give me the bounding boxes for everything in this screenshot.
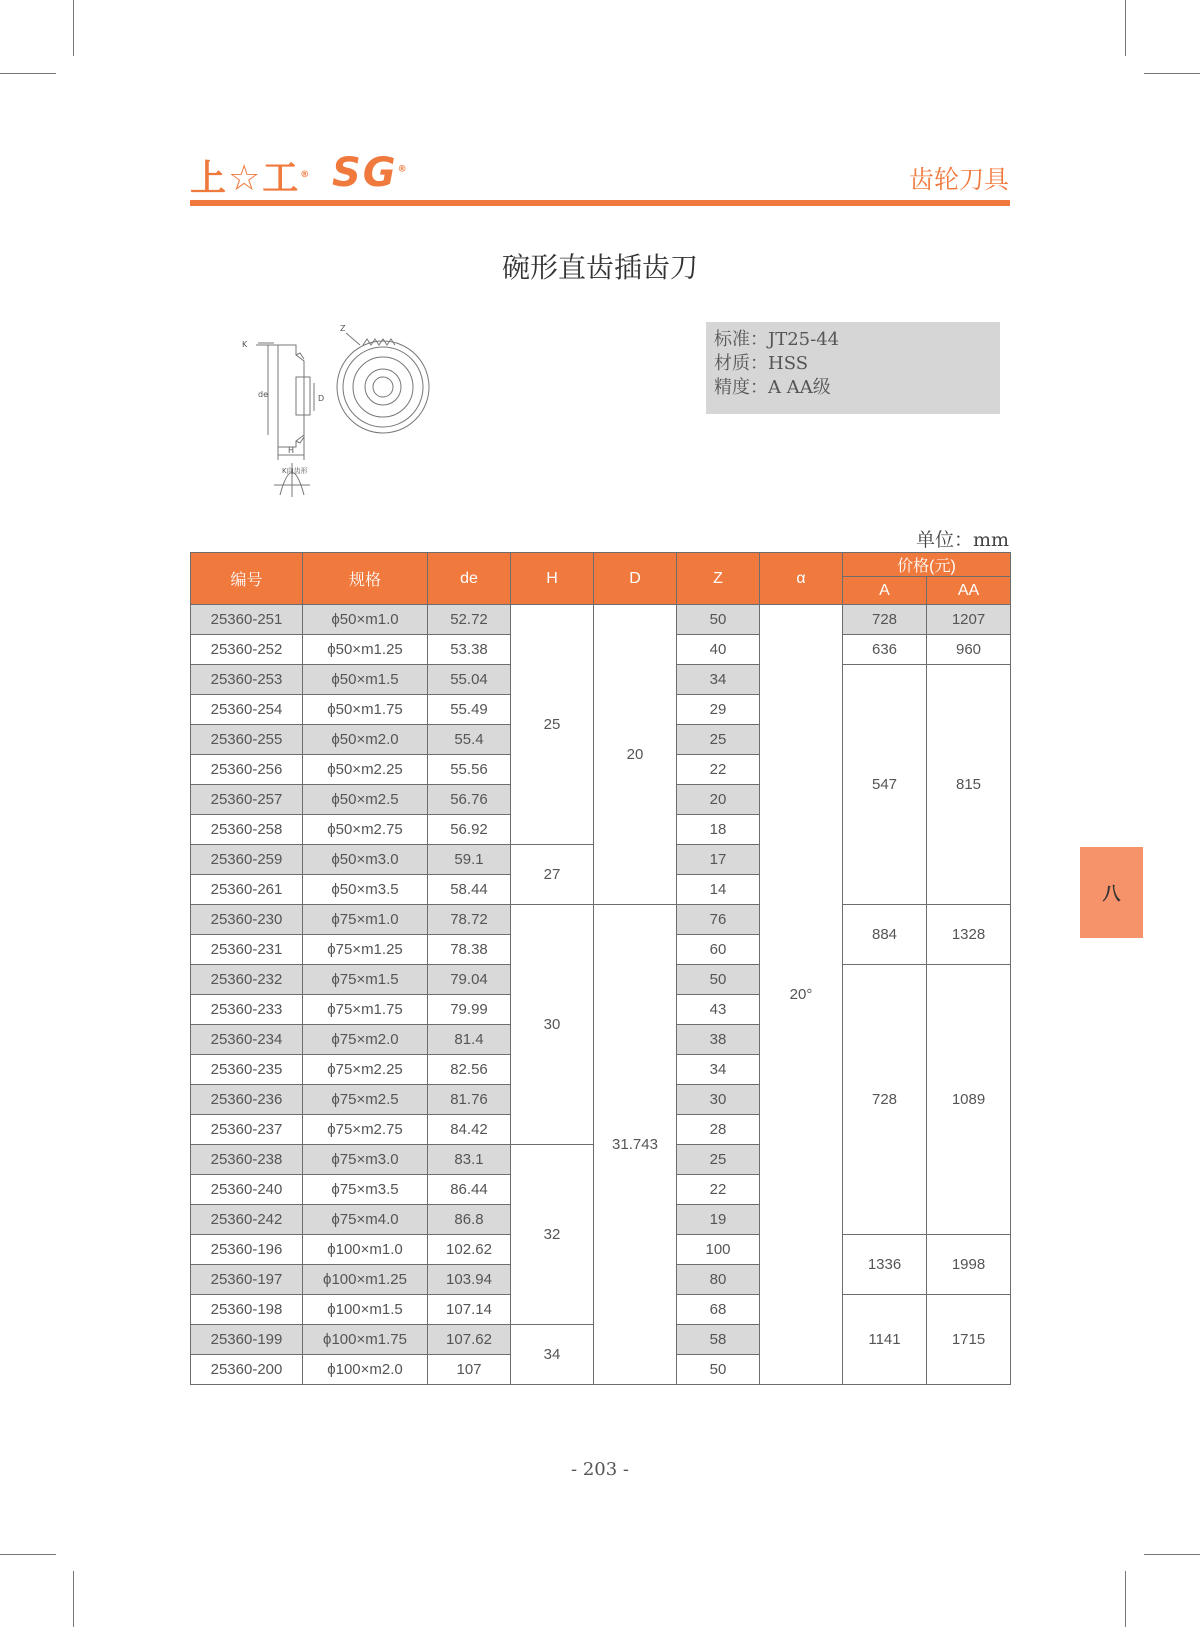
cell-code: 25360-198 [191,1295,303,1325]
cell-spec: ϕ100×m1.25 [303,1265,428,1295]
cell-h: 32 [511,1145,594,1325]
diagram-label-d: D [318,394,325,403]
cell-code: 25360-230 [191,905,303,935]
cell-spec: ϕ50×m1.75 [303,695,428,725]
header-d: D [594,553,677,605]
cell-z: 80 [677,1265,760,1295]
cell-z: 60 [677,935,760,965]
cell-de: 86.8 [428,1205,511,1235]
spec-standard: 标准：JT25-44 [714,329,840,350]
cell-spec: ϕ50×m2.0 [303,725,428,755]
cell-z: 17 [677,845,760,875]
crop-mark [1125,0,1126,56]
cell-z: 76 [677,905,760,935]
cell-code: 25360-235 [191,1055,303,1085]
cell-code: 25360-254 [191,695,303,725]
table-row [191,905,1011,935]
cell-de: 86.44 [428,1175,511,1205]
crop-mark [1144,1554,1200,1555]
cell-price-aa: 1715 [927,1295,1011,1385]
cell-code: 25360-236 [191,1085,303,1115]
cell-spec: ϕ50×m1.25 [303,635,428,665]
cell-de: 78.38 [428,935,511,965]
crop-mark [73,0,74,56]
cell-code: 25360-199 [191,1325,303,1355]
crop-mark [1125,1571,1126,1627]
cell-h: 27 [511,845,594,905]
cell-price-aa: 1207 [927,605,1011,635]
cell-spec: ϕ75×m1.75 [303,995,428,1025]
spec-material: 材质：HSS [714,353,809,374]
header-code: 编号 [191,553,303,605]
cell-z: 58 [677,1325,760,1355]
page-title: 碗形直齿插齿刀 [501,251,698,284]
cell-h: 25 [511,605,594,845]
diagram-label-k: K [242,340,248,349]
cell-de: 56.92 [428,815,511,845]
cell-spec: ϕ75×m2.25 [303,1055,428,1085]
cell-price-aa: 1089 [927,965,1011,1235]
cell-code: 25360-240 [191,1175,303,1205]
cell-spec: ϕ75×m1.0 [303,905,428,935]
cell-z: 50 [677,1355,760,1385]
cell-de: 56.76 [428,785,511,815]
header-de: de [428,553,511,605]
cell-spec: ϕ50×m2.75 [303,815,428,845]
crop-mark [1144,73,1200,74]
cell-z: 40 [677,635,760,665]
header-price-aa: AA [927,577,1011,605]
cell-z: 38 [677,1025,760,1055]
cell-z: 19 [677,1205,760,1235]
cell-price-a: 547 [843,665,927,905]
cell-spec: ϕ75×m2.5 [303,1085,428,1115]
cell-z: 34 [677,1055,760,1085]
spec-precision: 精度：A AA级 [714,377,831,398]
cell-spec: ϕ75×m2.75 [303,1115,428,1145]
category-label: 齿轮刀具 [908,165,1009,194]
cell-de: 78.72 [428,905,511,935]
cell-de: 52.72 [428,605,511,635]
cell-price-a: 728 [843,605,927,635]
cell-de: 103.94 [428,1265,511,1295]
header-alpha: α [760,553,843,605]
cell-spec: ϕ50×m2.5 [303,785,428,815]
cell-de: 81.4 [428,1025,511,1055]
cell-d: 31.743 [594,905,677,1385]
cell-code: 25360-234 [191,1025,303,1055]
diagram-label-de: de [258,390,268,399]
cell-alpha: 20° [760,605,843,1385]
unit-label: 单位：mm [915,529,1009,551]
cell-de: 102.62 [428,1235,511,1265]
cell-h: 34 [511,1325,594,1385]
cell-de: 55.49 [428,695,511,725]
cell-price-a: 1141 [843,1295,927,1385]
header-spec: 规格 [303,553,428,605]
cell-spec: ϕ75×m3.0 [303,1145,428,1175]
cell-h: 30 [511,905,594,1145]
cell-de: 79.99 [428,995,511,1025]
chapter-tab[interactable]: 八 [1080,847,1143,938]
brand-logo-sg: SG® [332,150,409,196]
cell-price-aa: 1998 [927,1235,1011,1295]
cell-code: 25360-251 [191,605,303,635]
cell-spec: ϕ50×m3.0 [303,845,428,875]
cell-spec: ϕ75×m1.25 [303,935,428,965]
cell-price-aa: 1328 [927,905,1011,965]
cell-spec: ϕ75×m1.5 [303,965,428,995]
cell-code: 25360-231 [191,935,303,965]
cell-z: 22 [677,755,760,785]
table-header-row [191,553,1011,577]
header-price: 价格(元) [843,553,1011,577]
cell-de: 107.14 [428,1295,511,1325]
cell-code: 25360-253 [191,665,303,695]
page-number: - 203 - [571,1459,629,1480]
cell-z: 68 [677,1295,760,1325]
cell-price-a: 636 [843,635,927,665]
cell-de: 79.04 [428,965,511,995]
cell-d: 20 [594,605,677,905]
cell-code: 25360-233 [191,995,303,1025]
header-h: H [511,553,594,605]
cutter-diagram [238,325,448,515]
cell-code: 25360-256 [191,755,303,785]
spec-box [706,322,1000,414]
diagram-label-h: H [288,446,295,455]
cell-z: 50 [677,965,760,995]
cell-spec: ϕ75×m4.0 [303,1205,428,1235]
cell-code: 25360-238 [191,1145,303,1175]
cell-de: 59.1 [428,845,511,875]
cell-de: 53.38 [428,635,511,665]
cell-spec: ϕ50×m1.5 [303,665,428,695]
cell-price-a: 1336 [843,1235,927,1295]
cell-spec: ϕ50×m2.25 [303,755,428,785]
cell-code: 25360-261 [191,875,303,905]
cell-spec: ϕ100×m2.0 [303,1355,428,1385]
cell-z: 100 [677,1235,760,1265]
cell-z: 14 [677,875,760,905]
cell-de: 83.1 [428,1145,511,1175]
crop-mark [73,1571,74,1627]
cell-price-a: 884 [843,905,927,965]
cell-z: 25 [677,1145,760,1175]
cell-z: 28 [677,1115,760,1145]
cell-price-a: 728 [843,965,927,1235]
cell-code: 25360-259 [191,845,303,875]
cell-code: 25360-257 [191,785,303,815]
crop-mark [0,73,56,74]
cell-spec: ϕ50×m3.5 [303,875,428,905]
cell-code: 25360-255 [191,725,303,755]
header-z: Z [677,553,760,605]
cell-code: 25360-200 [191,1355,303,1385]
cell-de: 55.04 [428,665,511,695]
crop-mark [0,1554,56,1555]
cell-price-aa: 960 [927,635,1011,665]
cell-spec: ϕ100×m1.0 [303,1235,428,1265]
cell-z: 50 [677,605,760,635]
cell-z: 22 [677,1175,760,1205]
cell-de: 107.62 [428,1325,511,1355]
table-row [191,605,1011,635]
header-rule [190,200,1010,206]
cell-code: 25360-232 [191,965,303,995]
cell-z: 29 [677,695,760,725]
cell-price-aa: 815 [927,665,1011,905]
cell-de: 58.44 [428,875,511,905]
cell-code: 25360-252 [191,635,303,665]
diagram-label-z: Z [340,325,346,333]
cell-de: 55.4 [428,725,511,755]
cell-de: 107 [428,1355,511,1385]
cell-z: 30 [677,1085,760,1115]
cell-spec: ϕ75×m2.0 [303,1025,428,1055]
cell-z: 25 [677,725,760,755]
cell-de: 82.56 [428,1055,511,1085]
cell-z: 34 [677,665,760,695]
header-price-a: A [843,577,927,605]
cell-code: 25360-196 [191,1235,303,1265]
cell-code: 25360-197 [191,1265,303,1295]
cell-code: 25360-258 [191,815,303,845]
cell-spec: ϕ75×m3.5 [303,1175,428,1205]
product-table [190,552,1011,1385]
cell-spec: ϕ100×m1.75 [303,1325,428,1355]
cell-z: 18 [677,815,760,845]
diagram-label-k-profile: K向齿形 [282,467,308,475]
cell-spec: ϕ50×m1.0 [303,605,428,635]
cell-z: 20 [677,785,760,815]
cell-de: 84.42 [428,1115,511,1145]
cell-spec: ϕ100×m1.5 [303,1295,428,1325]
cell-z: 43 [677,995,760,1025]
brand-logo-left: 上☆工® [190,158,312,199]
cell-code: 25360-242 [191,1205,303,1235]
cell-de: 81.76 [428,1085,511,1115]
cell-de: 55.56 [428,755,511,785]
cell-code: 25360-237 [191,1115,303,1145]
